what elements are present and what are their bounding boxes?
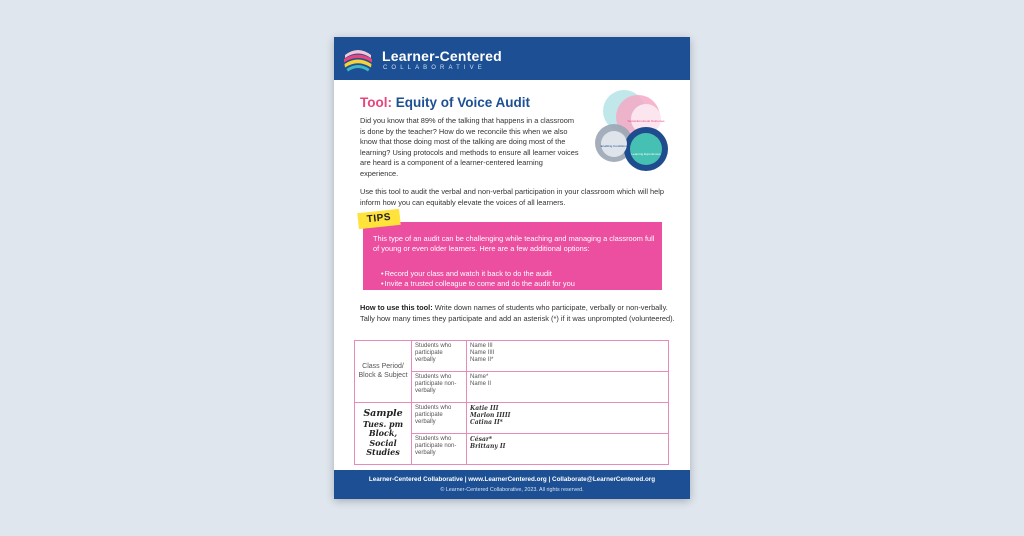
sample-word: Sample — [363, 408, 403, 420]
verbal-label-cell: Students who participate verbally — [412, 402, 467, 433]
diagram-label-conditions: Enabling Conditions — [600, 144, 628, 148]
document-page — [334, 37, 690, 499]
tips-item: • Invite a trusted colleague to come and do the audit for you — [381, 279, 651, 289]
brand-logo-icon — [342, 43, 374, 75]
sample-class-cell — [355, 402, 412, 464]
template-nonverbal-names: Name* Name II — [467, 371, 669, 402]
table-row — [355, 402, 669, 433]
template-verbal-names: Name III Name IIII Name II* — [467, 341, 669, 372]
tips-box — [363, 222, 662, 290]
how-to-heading: How to use this tool: — [360, 303, 433, 312]
header-bar — [334, 37, 690, 80]
sample-class-text: Tues. pm Block, Social Studies — [362, 418, 404, 458]
diagram-label-experiences: Learning Experiences — [631, 152, 661, 156]
footer-copyright: © Learner-Centered Collaborative, 2023. All rights reserved. — [440, 487, 584, 493]
sample-verbal-names: Katie III Marlon IIIII Catina II* — [467, 402, 669, 433]
use-tool-paragraph: Use this tool to audit the verbal and non-verbal participation in your classroom which will help inform how you can equitably elevate the voices of all learners. — [360, 187, 664, 207]
how-to-text: Write down names of students who participate, verbally or non-verbally. Tally how many times they participate and add an asterisk (*) if it was unprompted (volunteered). — [360, 303, 675, 323]
audit-table — [354, 340, 669, 465]
title-main: Equity of Voice Audit — [395, 95, 530, 110]
title-prefix: Tool: — [360, 95, 392, 110]
diagram-label-outcomes: Social-Emotional Outcomes — [627, 119, 665, 123]
tips-text: This type of an audit can be challenging while teaching and managing a classroom full of young or even older learners. Here are a few additional options: — [373, 234, 655, 254]
verbal-label-cell: Students who participate verbally — [412, 341, 467, 372]
learner-centered-venn-diagram — [586, 89, 680, 177]
footer-links: Learner-Centered Collaborative | www.LearnerCentered.org | Collaborate@LearnerCentered.org — [368, 476, 656, 483]
brand-name: Learner-Centered — [382, 48, 502, 64]
footer-bar — [334, 470, 690, 499]
nonverbal-label-cell: Students who participate non-verbally — [412, 371, 467, 402]
class-period-cell: Class Period/ Block & Subject — [355, 341, 412, 403]
intro-paragraph: Did you know that 89% of the talking that happens in a classroom is done by the teacher? How do we reconcile this when we also know that those doing most of the talking are doing most of the learning? Using protocols and methods to ensure all learner voices are heard is a component of a learner-centered learning experience. — [360, 116, 579, 178]
how-to-paragraph — [360, 303, 676, 324]
sample-nonverbal-names: César* Brittany II — [467, 433, 669, 464]
tips-list — [381, 269, 651, 290]
tips-item: • Record your class and watch it back to do the audit — [381, 269, 651, 279]
brand-subtitle: COLLABORATIVE — [383, 65, 486, 71]
page-title — [360, 95, 530, 110]
nonverbal-label-cell: Students who participate non-verbally — [412, 433, 467, 464]
tips-label: TIPS — [357, 209, 400, 229]
table-row — [355, 341, 669, 372]
